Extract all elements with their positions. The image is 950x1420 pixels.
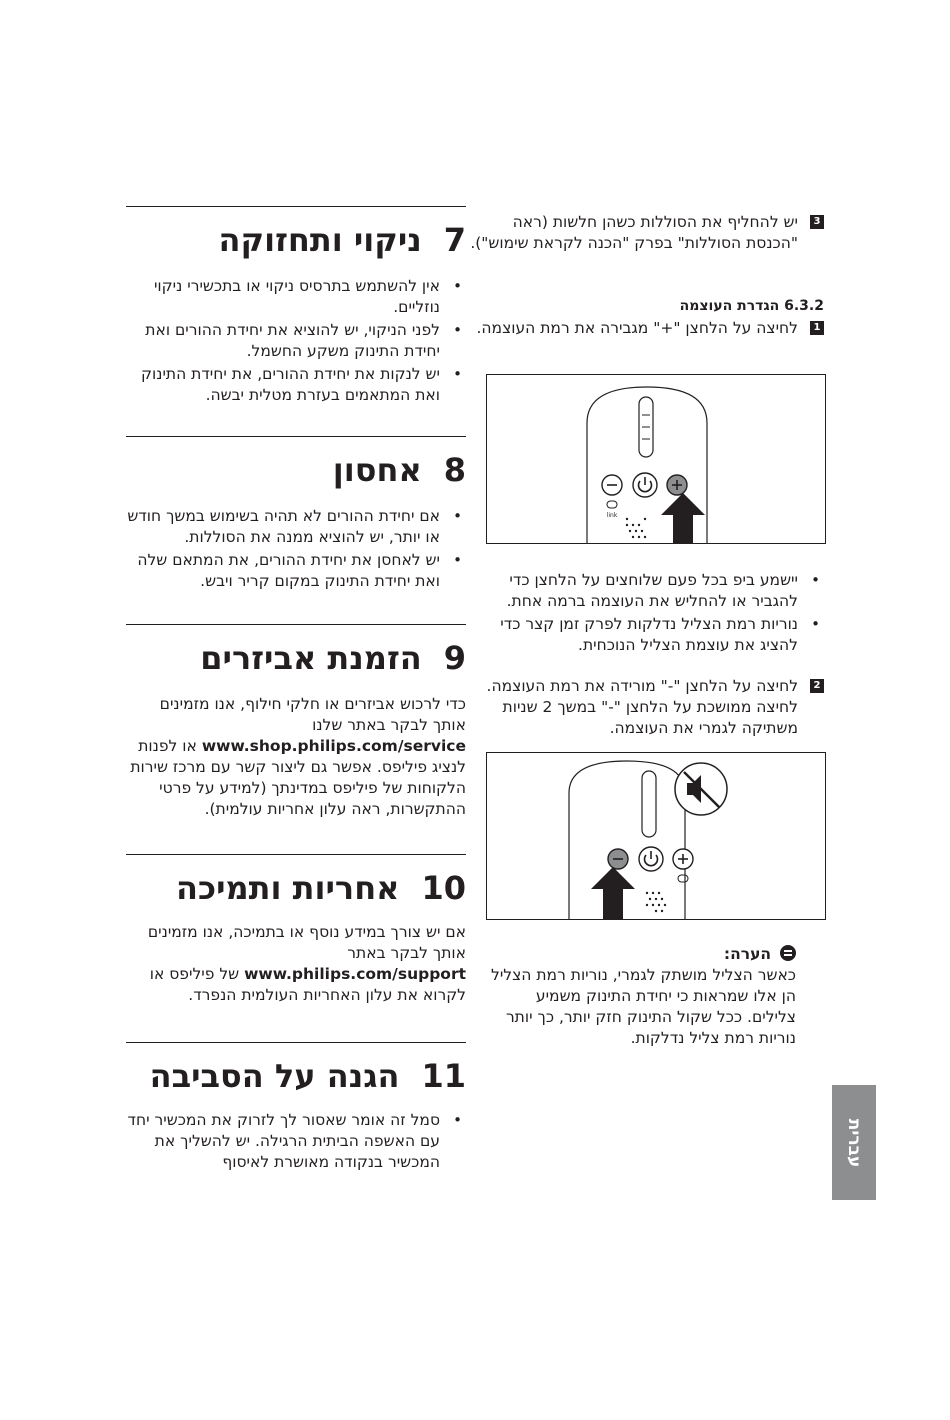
shop-link[interactable]: www.shop.philips.com/service [201, 737, 466, 755]
step-number: 2 [810, 679, 824, 693]
device-illustration [487, 753, 825, 919]
arrow-up-icon [591, 867, 635, 919]
section-8-list [126, 506, 466, 594]
section-divider [126, 1042, 466, 1043]
step-2 [486, 676, 824, 739]
plus-button [673, 849, 693, 869]
section-9-title [126, 638, 466, 678]
list-item: • יש לאחסן את יחידת ההורים, את המתאם שלה ואת יחידת התינוק במקום קריר ויבש. [126, 550, 466, 592]
arrow-up-icon [661, 493, 705, 543]
note-icon [780, 945, 796, 961]
power-button [639, 847, 663, 871]
section-9-text [126, 694, 466, 820]
language-tab-label: עברית [844, 1118, 864, 1167]
volume-subheading: 6.3.2 הגדרת העוצמה [679, 298, 824, 314]
figure-volume-up [486, 374, 826, 544]
note-text: כאשר הצליל מושתק לגמרי, נוריות רמת הצליל הן אלו שמראות כי יחידת התינוק משמיע צלילים. ככל שקול התינוק חזק יותר, כך יותר נוריות רמת צליל נדלקות. [491, 966, 796, 1047]
note-label: הערה: [723, 945, 772, 963]
mute-icon [675, 763, 727, 815]
section-number: 8 [443, 451, 466, 489]
section-8-title [126, 450, 466, 490]
power-button [633, 473, 657, 497]
step-1 [470, 318, 824, 339]
link-icon [607, 501, 617, 508]
section-number: 11 [421, 1057, 466, 1095]
note [486, 944, 796, 1049]
list-item: • יישמע ביפ בכל פעם שלוחצים על הלחצן כדי להגביר או להחליש את העוצמה ברמה אחת. [486, 570, 824, 612]
section-10-text [126, 922, 466, 1006]
list-item: • אם יחידת ההורים לא תהיה בשימוש במשך חודש או יותר, יש להוציא ממנה את הסוללות. [126, 506, 466, 548]
list-item: • סמל זה אומר שאסור לך לזרוק את המכשיר יחד עם האשפה הביתית הרגילה. יש להשליך את המכשיר בנקודה מאושרת לאיסוף [126, 1110, 466, 1173]
paragraph-text: או לפנות לנציג פיליפס. אפשר גם ליצור קשר עם מרכז שירות הלקוחות של פיליפס במדינתך (למידע על פרטי ההתקשרות, ראה עלון אחריות עולמית). [130, 737, 466, 818]
list-item: • לפני הניקוי, יש להוציא את יחידת ההורים ואת יחידת התינוק משקע החשמל. [126, 320, 466, 362]
section-11-title [126, 1056, 466, 1096]
support-link[interactable]: www.philips.com/support [244, 965, 466, 983]
step-text: לחיצה על הלחצן "-" מורידה את רמת העוצמה. לחיצה ממושכת על הלחצן "-" במשך 2 שניות משתיקה לגמרי את העוצמה. [486, 677, 798, 737]
link-icon [678, 875, 688, 882]
list-item: • נוריות רמת הצליל נדלקות לפרק זמן קצר כדי להציג את עוצמת הצליל הנוכחית. [486, 614, 824, 656]
section-title-text: אחריות ותמיכה [175, 869, 400, 907]
step-number: 1 [810, 321, 824, 335]
speaker-grille [626, 518, 646, 538]
paragraph-text: של פיליפס או לקרוא את עלון האחריות העולמית הנפרד. [149, 965, 466, 1004]
volume-level-leds [642, 771, 656, 837]
section-number: 10 [421, 869, 466, 907]
section-divider [126, 436, 466, 437]
section-10-title [126, 868, 466, 908]
device-illustration [487, 375, 825, 543]
volume-notes-list [486, 570, 824, 658]
section-title-text: ניקוי ותחזוקה [218, 221, 422, 259]
step-3 [470, 212, 824, 254]
minus-button [608, 849, 628, 869]
section-divider [126, 854, 466, 855]
section-number: 9 [443, 639, 466, 677]
section-title-text: אחסון [332, 451, 422, 489]
section-7-title [126, 220, 466, 260]
section-title-text: הזמנת אביזרים [200, 639, 422, 677]
section-divider [126, 206, 466, 207]
section-divider [126, 624, 466, 625]
section-11-list [126, 1110, 466, 1175]
speaker-grille [646, 892, 666, 912]
step-text: לחיצה על הלחצן "+" מגבירה את רמת העוצמה. [476, 319, 798, 337]
language-tab [832, 1085, 876, 1200]
list-item: • יש לנקות את יחידת ההורים, את יחידת התינוק ואת המתאמים בעזרת מטלית יבשה. [126, 364, 466, 406]
step-text: יש להחליף את הסוללות כשהן חלשות (ראה "הכנסת הסוללות" בפרק "הכנה לקראת שימוש"). [470, 213, 798, 252]
section-title-text: הגנה על הסביבה [149, 1057, 400, 1095]
link-label: link [606, 512, 618, 519]
list-item: • אין להשתמש בתרסיס ניקוי או בתכשירי ניקוי נוזליים. [126, 276, 466, 318]
paragraph-text: כדי לרכוש אביזרים או חלקי חילוף, אנו מזמינים אותך לבקר באתר שלנו [159, 695, 466, 734]
step-number: 3 [810, 215, 824, 229]
section-number: 7 [443, 221, 466, 259]
minus-button [602, 475, 622, 495]
paragraph-text: אם יש צורך במידע נוסף או בתמיכה, אנו מזמינים אותך לבקר באתר [147, 923, 466, 962]
section-7-list [126, 276, 466, 408]
figure-volume-mute [486, 752, 826, 920]
plus-button [667, 475, 687, 495]
